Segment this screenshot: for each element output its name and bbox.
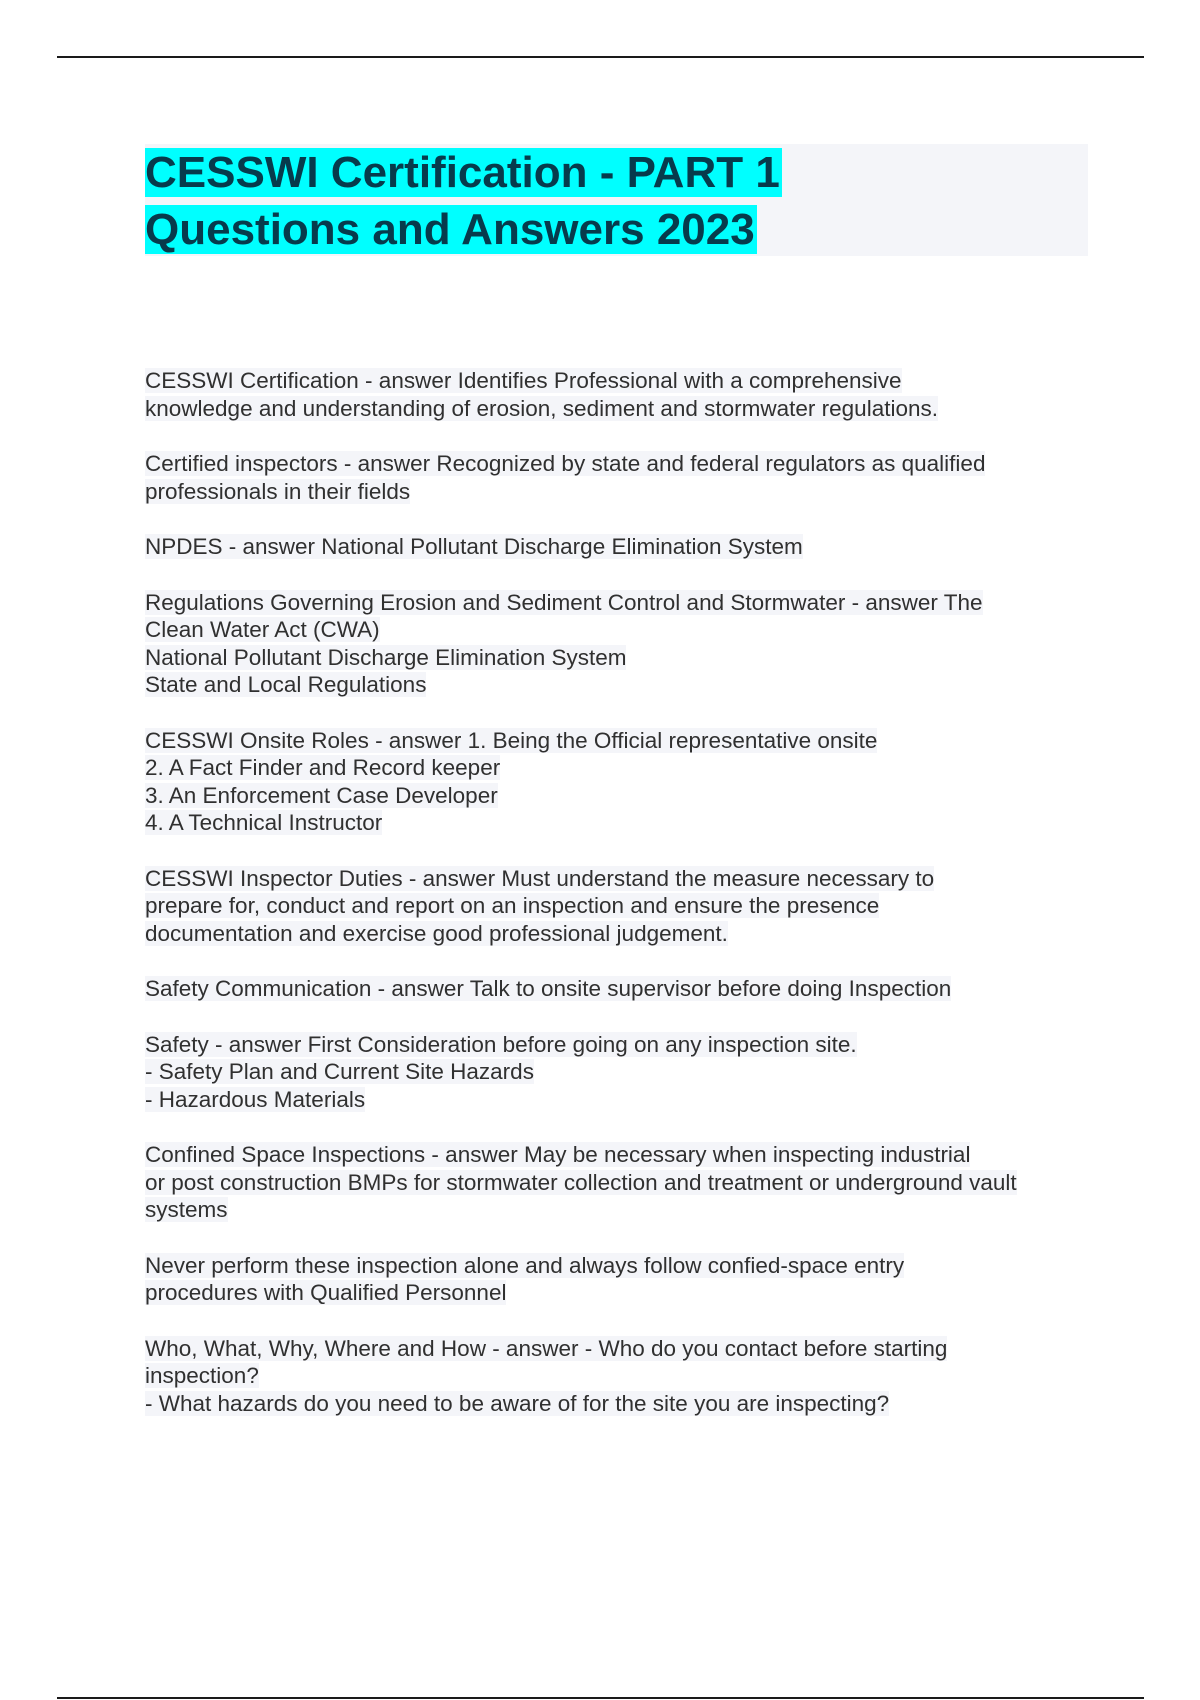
qa-entry-regulations: Regulations Governing Erosion and Sediment Control and Stormwater - answer The Clean Water Act (CWA) National Pollutant Discharge Elimination System State and Local Regulations bbox=[145, 589, 983, 697]
qa-entry-confined-space: Confined Space Inspections - answer May be necessary when inspecting industrial or post construction BMPs for stormwater collection and treatment or underground vault systems bbox=[145, 1142, 1017, 1222]
document-title bbox=[145, 144, 1088, 258]
qa-entry-inspector-duties: CESSWI Inspector Duties - answer Must understand the measure necessary to prepare for, conduct and report on an inspection and ensure the presence documentation and exercise good professional judgement. bbox=[145, 865, 935, 946]
qa-entry-cesswi-certification: CESSWI Certification - answer Identifies Professional with a comprehensive knowledge and understanding of erosion, sediment and stormwater regulations. bbox=[145, 368, 938, 421]
qa-entry-certified-inspectors: Certified inspectors - answer Recognized by state and federal regulators as qualified professionals in their fields bbox=[145, 451, 986, 504]
title-block bbox=[145, 144, 1088, 256]
qa-entry-onsite-roles: CESSWI Onsite Roles - answer 1. Being the Official representative onsite 2. A Fact Finder and Record keeper 3. An Enforcement Case Developer 4. A Technical Instructor bbox=[145, 727, 878, 835]
qa-entry-safety: Safety - answer First Consideration before going on any inspection site. - Safety Plan and Current Site Hazards - Hazardous Materials bbox=[145, 1031, 857, 1112]
qa-entry-npdes: NPDES - answer National Pollutant Discharge Elimination System bbox=[145, 534, 803, 559]
title-line-1: CESSWI Certification - PART 1 bbox=[145, 148, 780, 197]
qa-entry-confined-space-note: Never perform these inspection alone and always follow confied-space entry procedures with Qualified Personnel bbox=[145, 1252, 905, 1305]
footer-rule bbox=[57, 1697, 1144, 1699]
title-line-2: Questions and Answers 2023 bbox=[145, 205, 755, 254]
qa-entry-safety-communication: Safety Communication - answer Talk to onsite supervisor before doing Inspection bbox=[145, 976, 952, 1001]
qa-entry-who-what-why: Who, What, Why, Where and How - answer - Who do you contact before starting inspection? - What hazards do you need to be aware of for the site you are inspecting? bbox=[145, 1335, 948, 1416]
qa-list bbox=[145, 367, 1090, 1445]
header-rule bbox=[57, 56, 1144, 58]
